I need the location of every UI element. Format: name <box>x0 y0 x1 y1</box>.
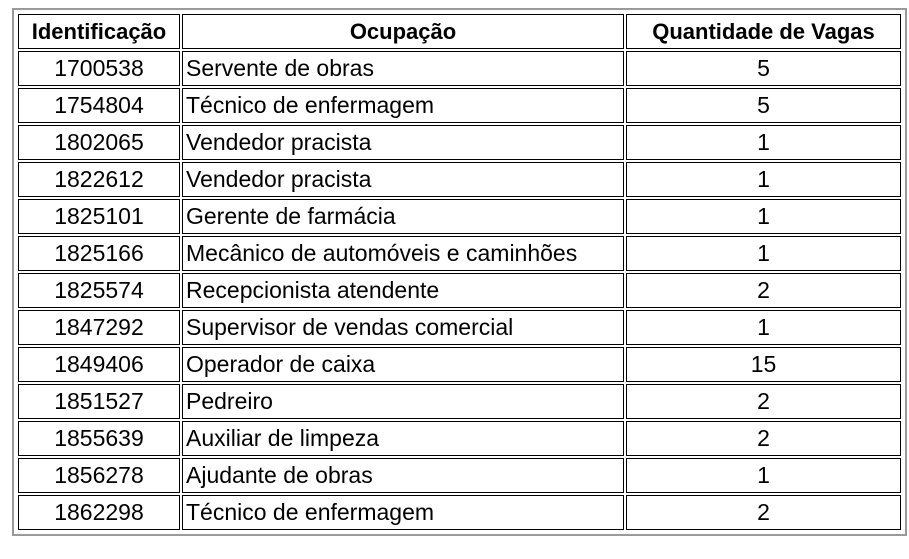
cell-occupation: Ajudante de obras <box>182 458 624 493</box>
cell-id: 1825166 <box>18 236 180 271</box>
table-row <box>18 162 901 197</box>
cell-vacancies: 1 <box>626 236 901 271</box>
cell-vacancies: 5 <box>626 88 901 123</box>
cell-occupation: Auxiliar de limpeza <box>182 421 624 456</box>
table-row <box>18 273 901 308</box>
cell-id: 1851527 <box>18 384 180 419</box>
header-identificacao: Identificação <box>18 14 180 49</box>
table-row <box>18 458 901 493</box>
cell-occupation: Servente de obras <box>182 51 624 86</box>
cell-id: 1825101 <box>18 199 180 234</box>
table-row <box>18 125 901 160</box>
cell-vacancies: 5 <box>626 51 901 86</box>
cell-occupation: Recepcionista atendente <box>182 273 624 308</box>
cell-occupation: Gerente de farmácia <box>182 199 624 234</box>
cell-id: 1802065 <box>18 125 180 160</box>
cell-vacancies: 2 <box>626 495 901 530</box>
table-header-row <box>18 14 901 49</box>
table-row <box>18 421 901 456</box>
cell-occupation: Pedreiro <box>182 384 624 419</box>
cell-id: 1825574 <box>18 273 180 308</box>
cell-vacancies: 1 <box>626 458 901 493</box>
cell-occupation: Vendedor pracista <box>182 125 624 160</box>
cell-id: 1754804 <box>18 88 180 123</box>
cell-id: 1862298 <box>18 495 180 530</box>
cell-id: 1847292 <box>18 310 180 345</box>
table-row <box>18 384 901 419</box>
table-row <box>18 310 901 345</box>
cell-id: 1822612 <box>18 162 180 197</box>
cell-vacancies: 1 <box>626 162 901 197</box>
header-quantidade-vagas: Quantidade de Vagas <box>626 14 901 49</box>
cell-id: 1700538 <box>18 51 180 86</box>
cell-vacancies: 2 <box>626 273 901 308</box>
table-row <box>18 495 901 530</box>
cell-occupation: Vendedor pracista <box>182 162 624 197</box>
cell-occupation: Técnico de enfermagem <box>182 88 624 123</box>
cell-id: 1849406 <box>18 347 180 382</box>
cell-vacancies: 1 <box>626 310 901 345</box>
table-row <box>18 347 901 382</box>
table-row <box>18 88 901 123</box>
cell-occupation: Supervisor de vendas comercial <box>182 310 624 345</box>
cell-occupation: Técnico de enfermagem <box>182 495 624 530</box>
table-row <box>18 236 901 271</box>
cell-vacancies: 2 <box>626 384 901 419</box>
cell-occupation: Mecânico de automóveis e caminhões <box>182 236 624 271</box>
header-ocupacao: Ocupação <box>182 14 624 49</box>
cell-vacancies: 2 <box>626 421 901 456</box>
cell-vacancies: 1 <box>626 199 901 234</box>
cell-occupation: Operador de caixa <box>182 347 624 382</box>
cell-id: 1856278 <box>18 458 180 493</box>
job-vacancies-table-container <box>12 8 907 536</box>
cell-vacancies: 15 <box>626 347 901 382</box>
cell-vacancies: 1 <box>626 125 901 160</box>
job-vacancies-table <box>16 12 903 532</box>
table-row <box>18 199 901 234</box>
cell-id: 1855639 <box>18 421 180 456</box>
table-row <box>18 51 901 86</box>
